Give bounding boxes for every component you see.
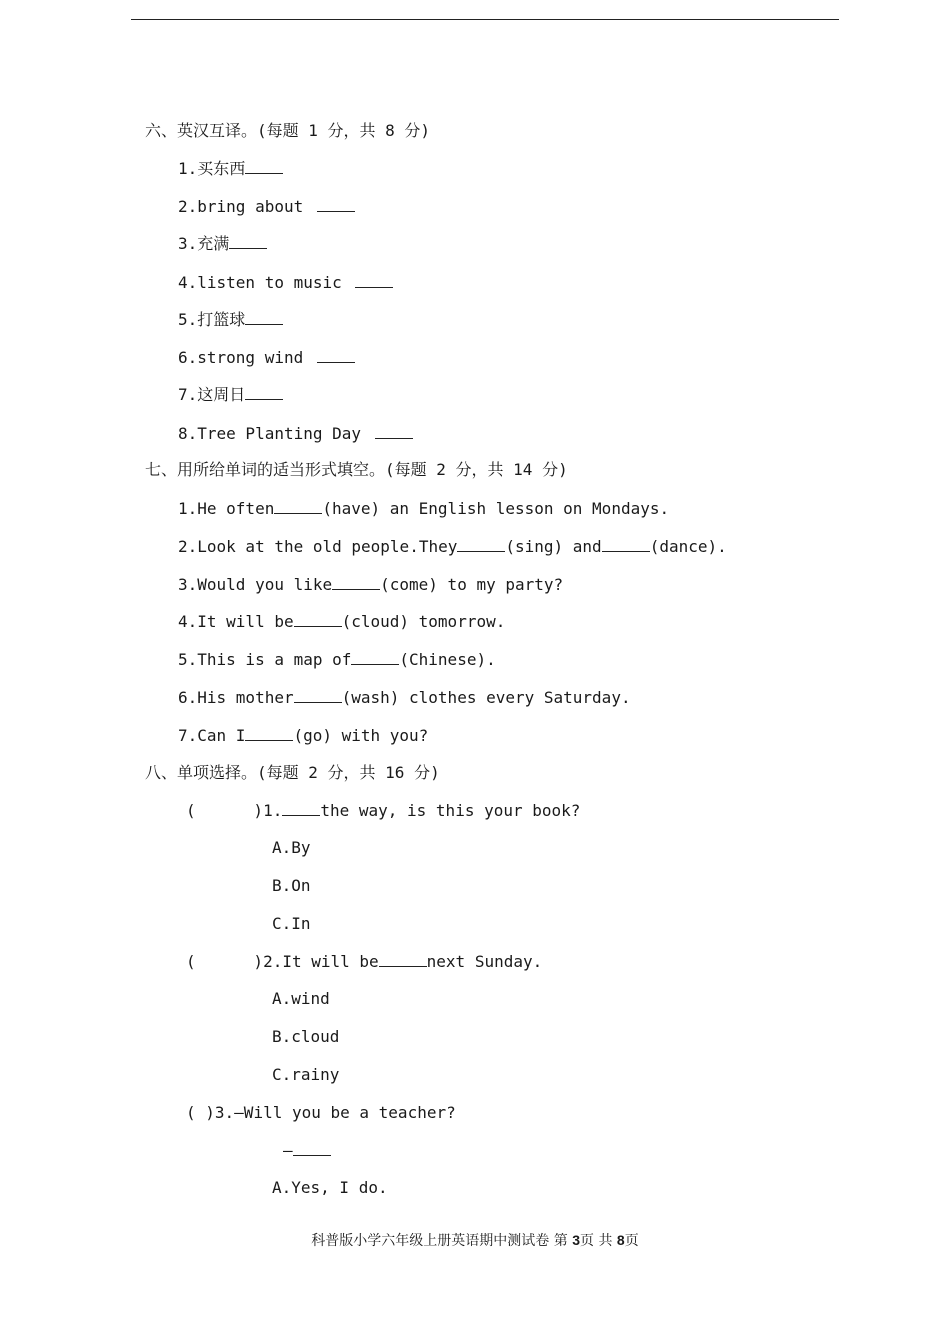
- answer-blank[interactable]: [245, 159, 283, 174]
- item-after: (come) to my party?: [380, 575, 564, 594]
- section-8-heading: 八、单项选择。(每题 2 分，共 16 分): [145, 763, 440, 782]
- item-gap: [361, 424, 371, 443]
- answer-blank[interactable]: [317, 348, 355, 363]
- item-before: 1.He often: [178, 499, 275, 518]
- item-text: 7.这周日: [178, 385, 246, 404]
- section-6-item-6: [178, 348, 355, 368]
- section-6-heading: 六、英汉互译。(每题 1 分，共 8 分): [145, 121, 431, 140]
- answer-blank[interactable]: [245, 310, 283, 325]
- section-7-item-4: [178, 612, 505, 632]
- footer-page-post: 页: [624, 1233, 639, 1249]
- answer-blank[interactable]: [375, 424, 413, 439]
- section-7-item-6: [178, 688, 631, 708]
- section-7-item-1: [178, 499, 669, 519]
- question-3-option-a[interactable]: A.Yes, I do.: [272, 1178, 388, 1197]
- section-6-item-8: [178, 424, 413, 444]
- answer-blank[interactable]: [294, 688, 342, 703]
- answer-bracket[interactable]: ( ): [186, 801, 264, 820]
- question-number: 1.: [263, 801, 283, 820]
- answer-blank[interactable]: [294, 612, 342, 627]
- item-after: (dance).: [649, 537, 727, 556]
- item-after: (Chinese).: [399, 650, 496, 669]
- answer-blank[interactable]: [317, 197, 355, 212]
- section-7-item-5: [178, 650, 496, 670]
- footer-title: 科普版小学六年级上册英语期中测试卷: [311, 1233, 550, 1249]
- question-3-answer-line: [283, 1141, 331, 1161]
- item-gap: [303, 348, 313, 367]
- item-before: 2.Look at the old people.They: [178, 537, 458, 556]
- item-before: 5.This is a map of: [178, 650, 352, 669]
- question-2-option-b[interactable]: B.cloud: [272, 1027, 340, 1046]
- section-6-item-2: [178, 197, 355, 217]
- answer-blank[interactable]: [274, 499, 322, 514]
- item-before: 6.His mother: [178, 688, 294, 707]
- section-6-item-4: [178, 273, 393, 293]
- footer-page-total: 8: [616, 1232, 625, 1248]
- answer-blank[interactable]: [229, 234, 267, 249]
- item-before: 4.It will be: [178, 612, 294, 631]
- answer-blank[interactable]: [351, 650, 399, 665]
- question-1-option-c[interactable]: C.In: [272, 914, 311, 933]
- question-1-option-a[interactable]: A.By: [272, 838, 311, 857]
- item-text: 4.listen to music: [178, 273, 342, 292]
- section-6-item-5: [178, 310, 283, 330]
- answer-blank[interactable]: [355, 273, 393, 288]
- question-2-option-c[interactable]: C.rainy: [272, 1065, 340, 1084]
- item-text: 3.充满: [178, 234, 230, 253]
- item-text: 1.买东西: [178, 159, 246, 178]
- section-7-item-2: [178, 537, 727, 557]
- answer-blank[interactable]: [602, 537, 650, 552]
- section-6-item-1: [178, 159, 283, 179]
- page-footer: [0, 1231, 950, 1250]
- answer-bracket[interactable]: ( ): [186, 952, 264, 971]
- answer-blank[interactable]: [282, 801, 320, 816]
- item-text: 5.打篮球: [178, 310, 246, 329]
- answer-blank[interactable]: [293, 1141, 331, 1156]
- item-before: 7.Can I: [178, 726, 246, 745]
- item-text: 6.strong wind: [178, 348, 304, 367]
- question-1-option-b[interactable]: B.On: [272, 876, 311, 895]
- footer-page-mid: 页 共: [580, 1233, 613, 1249]
- answer-bracket[interactable]: ( ): [186, 1103, 215, 1122]
- item-gap: [303, 197, 313, 216]
- section-7-heading: 七、用所给单词的适当形式填空。(每题 2 分，共 14 分): [145, 460, 568, 479]
- question-text: 3.—Will you be a teacher?: [214, 1103, 456, 1122]
- footer-page-pre: 第: [553, 1233, 568, 1249]
- section-6-item-7: [178, 385, 283, 405]
- answer-blank[interactable]: [245, 726, 293, 741]
- item-after: (wash) clothes every Saturday.: [341, 688, 631, 707]
- item-after: (go) with you?: [293, 726, 429, 745]
- header-rule: [131, 19, 839, 20]
- item-after: (cloud) tomorrow.: [341, 612, 506, 631]
- question-text: 2.It will be: [263, 952, 379, 971]
- answer-blank[interactable]: [245, 385, 283, 400]
- item-before: 3.Would you like: [178, 575, 333, 594]
- question-2-option-a[interactable]: A.wind: [272, 989, 330, 1008]
- item-text: 2.bring about: [178, 197, 304, 216]
- question-text: the way, is this your book?: [320, 801, 581, 820]
- answer-blank[interactable]: [332, 575, 380, 590]
- dash: —: [283, 1141, 293, 1160]
- answer-blank[interactable]: [457, 537, 505, 552]
- item-gap: [342, 273, 352, 292]
- section-7-item-7: [178, 726, 428, 746]
- question-3-stem: [186, 1103, 456, 1123]
- section-7-item-3: [178, 575, 563, 595]
- item-text: 8.Tree Planting Day: [178, 424, 362, 443]
- footer-page-number: 3: [572, 1232, 580, 1248]
- item-mid: (sing) and: [505, 537, 602, 556]
- section-6-item-3: [178, 234, 267, 254]
- answer-blank[interactable]: [379, 952, 427, 967]
- question-1-stem: [186, 801, 580, 821]
- question-2-stem: [186, 952, 542, 972]
- item-after: (have) an English lesson on Mondays.: [322, 499, 670, 518]
- question-text-after: next Sunday.: [426, 952, 543, 971]
